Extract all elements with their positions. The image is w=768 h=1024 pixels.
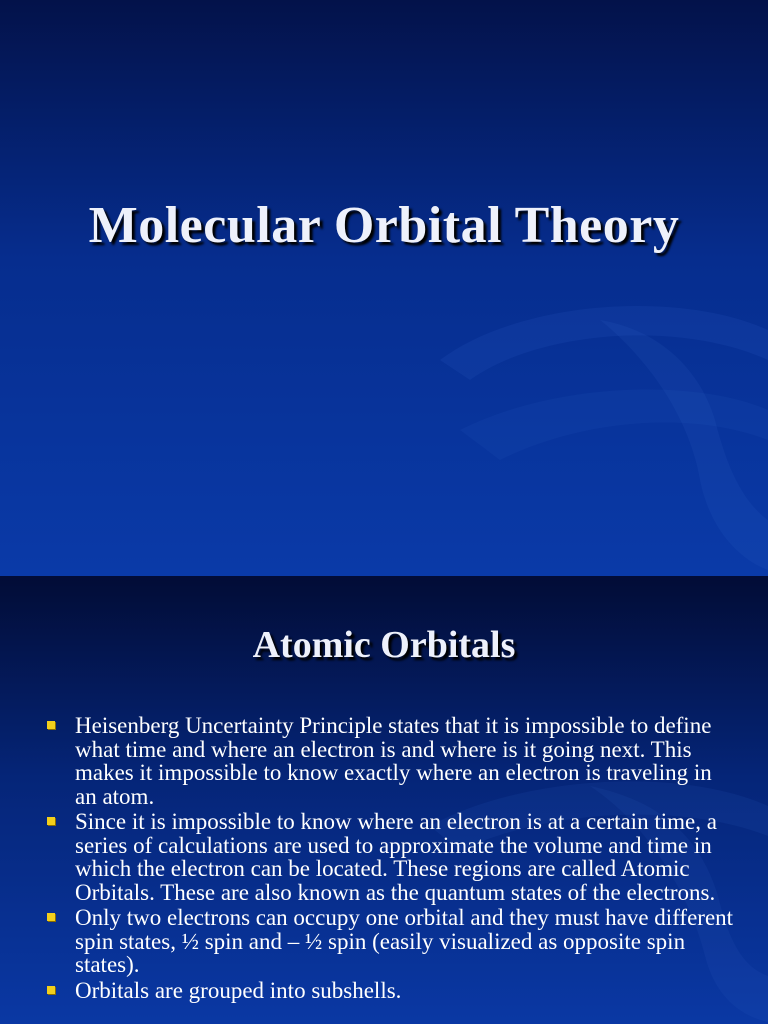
bullet-item <box>46 906 736 977</box>
presentation-title: Molecular Orbital Theory <box>88 197 680 254</box>
square-bullet-icon <box>47 817 55 825</box>
bullet-text: Heisenberg Uncertainty Principle states that it is impossible to define what time and where an electron is and where is it going next. This makes it impossible to know exactly where an electron is traveling in an atom. <box>75 713 712 809</box>
bullet-list <box>46 714 736 1004</box>
square-bullet-icon <box>47 721 55 729</box>
bullet-text: Orbitals are grouped into subshells. <box>75 977 402 1003</box>
square-bullet-icon <box>47 913 55 921</box>
bullet-item <box>46 979 736 1003</box>
bullet-text: Only two electrons can occupy one orbital and they must have different spin states, ½ spin and – ½ spin (easily visualized as opposite spin states). <box>75 905 734 977</box>
square-bullet-icon <box>47 986 55 994</box>
bullet-item <box>46 714 736 808</box>
bullet-item <box>46 810 736 904</box>
bullet-text: Since it is impossible to know where an electron is at a certain time, a series of calculations are used to approximate the volume and time in which the electron can be located. These regions are called Atomic Orbitals. These are also known as the quantum states of the electrons. <box>75 809 717 905</box>
slide-atomic-orbitals <box>0 576 768 1024</box>
slide-title: Atomic Orbitals <box>252 624 516 666</box>
